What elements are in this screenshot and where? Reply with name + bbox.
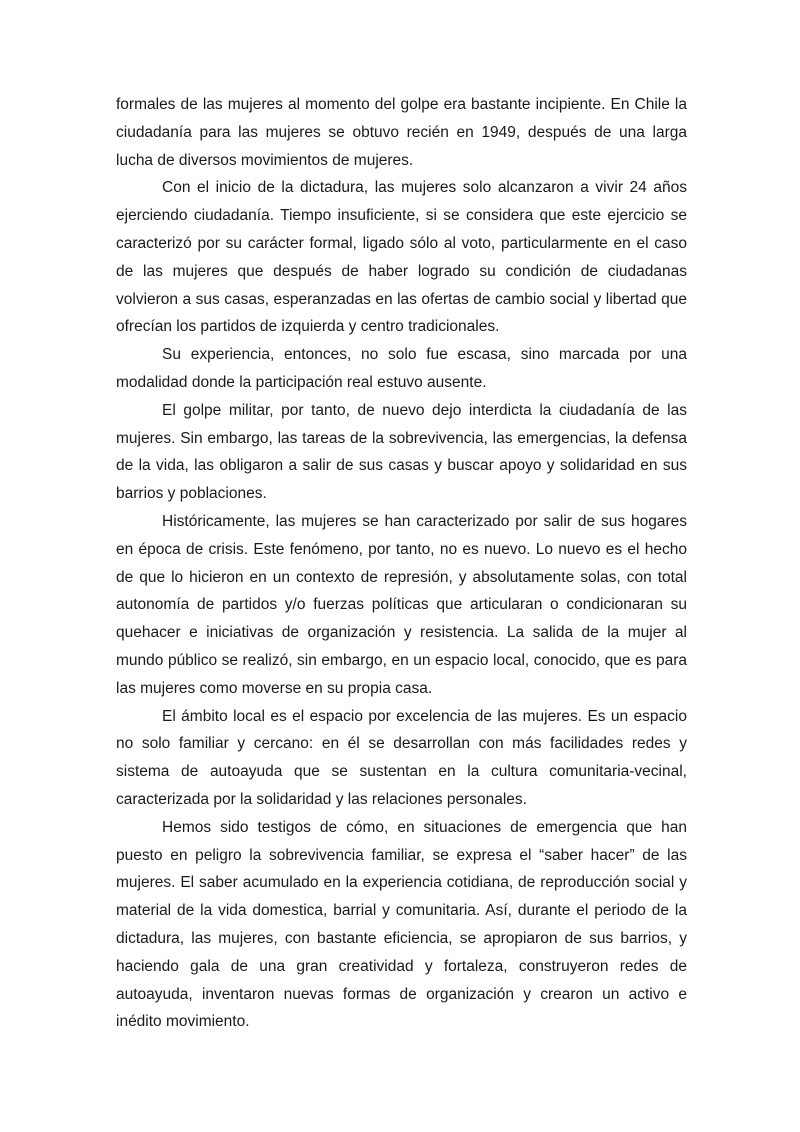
- paragraph-6: El ámbito local es el espacio por excelencia de las mujeres. Es un espacio no solo familiar y cercano: en él se desarrollan con más facilidades redes y sistema de autoayuda que se sustentan en la cultura comunitaria-vecinal, caracterizada por la solidaridad y las relaciones personales.: [116, 707, 687, 808]
- document-page: [116, 91, 687, 1036]
- paragraph-3: Su experiencia, entonces, no solo fue escasa, sino marcada por una modalidad donde la participación real estuvo ausente.: [116, 346, 687, 391]
- paragraph-4: El golpe militar, por tanto, de nuevo dejo interdicta la ciudadanía de las mujeres. Sin embargo, las tareas de la sobrevivencia, las emergencias, la defensa de la vida, las obligaron a salir de sus casas y buscar apoyo y solidaridad en sus barrios y poblaciones.: [116, 401, 687, 503]
- paragraph-7: Hemos sido testigos de cómo, en situaciones de emergencia que han puesto en peligro la sobrevivencia familiar, se expresa el “saber hacer” de las mujeres. El saber acumulado en la experiencia cotidiana, de reproducción social y material de la vida domestica, barrial y comunitaria. Así, durante el periodo de la dictadura, las mujeres, con bastante eficiencia, se apropiaron de sus barrios, y haciendo gala de una gran creatividad y fortaleza, construyeron redes de autoayuda, inventaron nuevas formas de organización y crearon un activo e inédito movimiento.: [116, 818, 687, 1031]
- paragraph-5: Históricamente, las mujeres se han caracterizado por salir de sus hogares en época de crisis. Este fenómeno, por tanto, no es nuevo. Lo nuevo es el hecho de que lo hicieron en un contexto de represión, y absolutamente solas, con total autonomía de partidos y/o fuerzas políticas que articularan o condicionaran su quehacer e iniciativas de organización y resistencia. La salida de la mujer al mundo público se realizó, sin embargo, en un espacio local, conocido, que es para las mujeres como moverse en su propia casa.: [116, 512, 687, 697]
- paragraph-2: Con el inicio de la dictadura, las mujeres solo alcanzaron a vivir 24 años ejerciendo ciudadanía. Tiempo insuficiente, si se considera que este ejercicio se caracterizó por su carácter formal, ligado sólo al voto, particularmente en el caso de las mujeres que después de haber logrado su condición de ciudadanas volvieron a sus casas, esperanzadas en las ofertas de cambio social y libertad que ofrecían los partidos de izquierda y centro tradicionales.: [116, 179, 687, 336]
- paragraph-1: formales de las mujeres al momento del golpe era bastante incipiente. En Chile la ciudadanía para las mujeres se obtuvo recién en 1949, después de una larga lucha de diversos movimientos de mujeres.: [116, 96, 687, 169]
